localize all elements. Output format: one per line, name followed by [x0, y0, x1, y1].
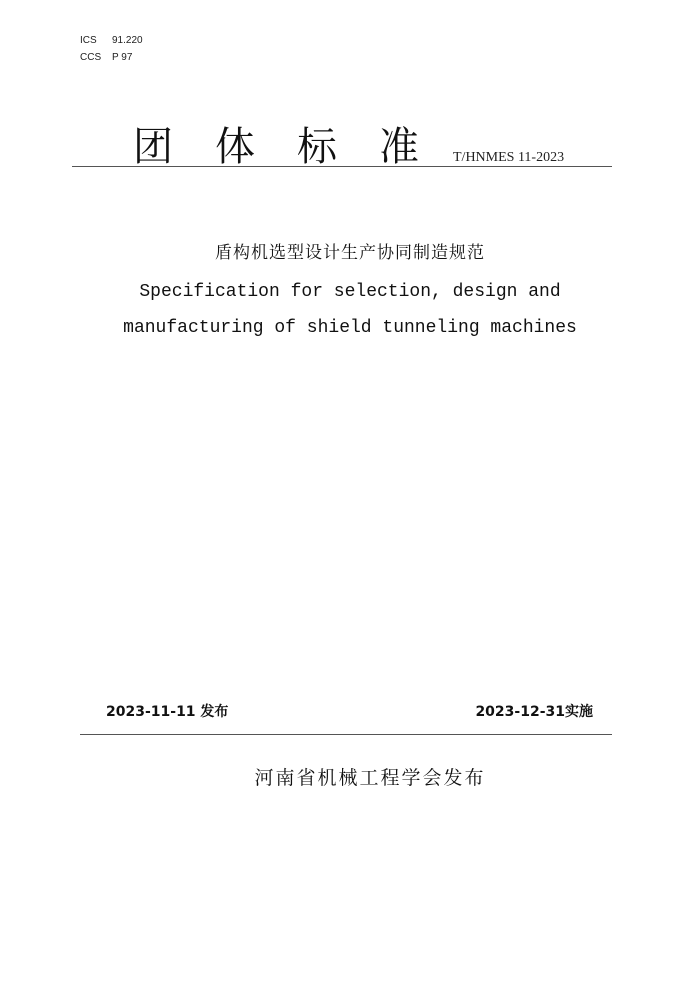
document-title-english-line-2: manufacturing of shield tunneling machines [123, 318, 577, 338]
standard-code: T/HNMES 11-2023 [453, 150, 565, 165]
footer-divider [80, 734, 612, 735]
ccs-label: CCS [80, 52, 102, 63]
ics-value: 91.220 [112, 35, 143, 46]
ccs-value: P 97 [112, 52, 133, 63]
standard-type-heading: 团体标准 [133, 124, 461, 170]
document-title-chinese: 盾构机选型设计生产协同制造规范 [215, 243, 485, 263]
ics-label: ICS [80, 35, 97, 46]
implementation-date: 2023-12-31实施 [475, 704, 593, 720]
issue-date: 2023-11-11 发布 [106, 704, 229, 720]
header-divider [72, 166, 612, 167]
ccs-classification [80, 51, 132, 65]
document-title-english-line-1: Specification for selection, design and [139, 282, 561, 302]
ics-classification [80, 34, 143, 48]
publisher: 河南省机械工程学会发布 [254, 767, 486, 789]
